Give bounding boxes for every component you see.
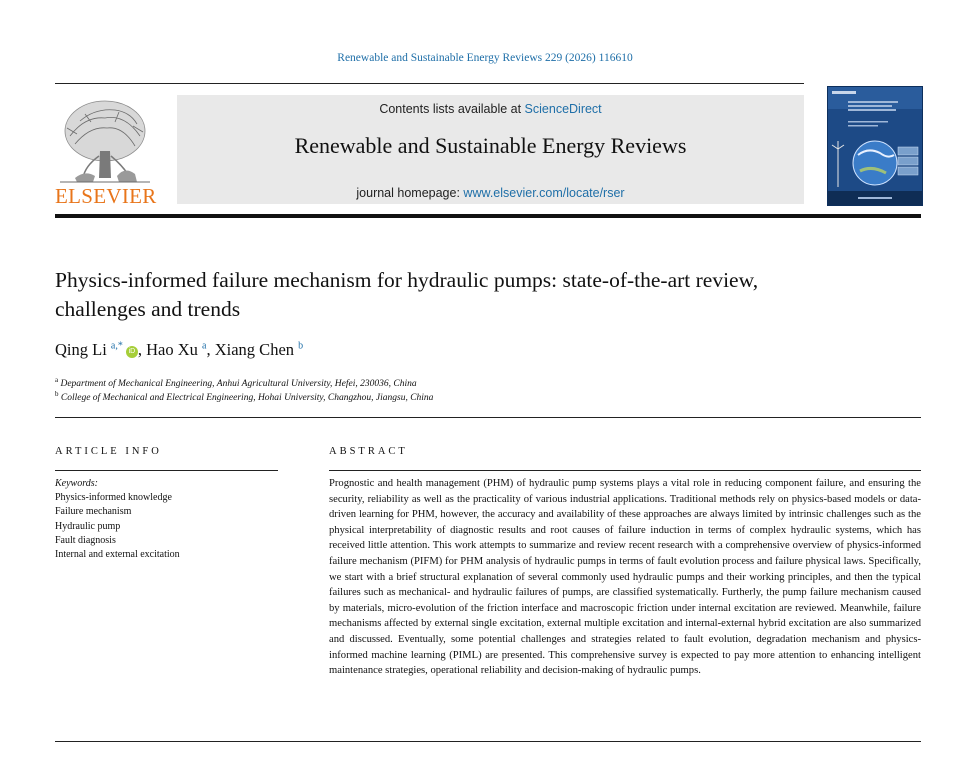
author-list (55, 340, 303, 360)
journal-title: Renewable and Sustainable Energy Reviews (294, 133, 687, 158)
abstract-text: Prognostic and health management (PHM) of hydraulic pump systems plays a vital role in reducing component failure, and ensuring the security, reliability as well as the practicality of various industrial applications. Traditional methods rely on physics-based models or data-driven learning for PHM, however, the accuracy and availability of these approaches are always limited by intrinsic challenges such as the physical interpretability of diagnostic results and root causes of failure induction in terms of complex hydraulic systems, which has received little attention. This work attempts to summarize and review recent research with a comprehensive overview of physics-informed failure mechanism (PIFM) for PHM analysis of hydraulic pumps in terms of fault evolution process and failure physical laws. Specifically, we start with a brief structural explanation of several commonly used hydraulic pumps and their working principles, and then the typical failures such as mechanical- and hydraulic failures of pumps, are classified systematically. Furtherly, the pump failure mechanism caused by materials, micro-evolution of the friction interface and macroscopic friction under internal excitation are reviewed. Meanwhile, failure mechanisms affected by external single excitation, external multiple excitation and internal-external hybrid excitation are also summarized and discussed. Eventually, some potential challenges and strategies related to fault evolution, degradation mechanism and physics-informed machine learning (PIML) are presented. This comprehensive survey is expected to pay more attention to enhancing intelligent maintenance strategies, operational reliability and decision-making of hydraulic pumps. (329, 478, 921, 677)
author-separator: , (137, 340, 147, 359)
keyword-item: Physics-informed knowledge (55, 492, 172, 504)
affiliation-b (55, 390, 433, 403)
author-affiliation-mark[interactable]: a,* (110, 340, 123, 352)
top-divider (55, 83, 804, 84)
journal-banner (177, 95, 804, 204)
author-separator: , (206, 340, 215, 359)
journal-homepage-link[interactable]: www.elsevier.com/locate/rser (463, 186, 625, 200)
affiliation-a (55, 376, 417, 389)
journal-cover-image[interactable] (827, 86, 923, 206)
contents-available-line (177, 102, 804, 116)
orcid-icon[interactable]: iD (126, 346, 138, 358)
elsevier-wordmark: ELSEVIER (55, 184, 157, 208)
keywords-label: Keywords: (55, 478, 98, 489)
contents-prefix: Contents lists available at (379, 102, 525, 116)
affiliation-text: Department of Mechanical Engineering, Anhui Agricultural University, Hefei, 230036, China (60, 379, 417, 390)
header-thick-divider (55, 214, 921, 218)
journal-homepage-line (177, 186, 804, 200)
sciencedirect-link[interactable]: ScienceDirect (524, 102, 602, 116)
keyword-item: Hydraulic pump (55, 520, 121, 532)
article-info-divider (55, 470, 278, 471)
keyword-item: Internal and external excitation (55, 549, 180, 561)
author-affiliation-mark[interactable]: a (202, 340, 207, 352)
keyword-item: Fault diagnosis (55, 534, 116, 546)
affiliation-mark: b (55, 390, 59, 398)
author-affiliation-mark[interactable]: b (298, 340, 304, 352)
author-name[interactable]: Hao Xu (146, 340, 198, 359)
section-divider (55, 417, 921, 418)
homepage-prefix: journal homepage: (356, 186, 464, 200)
journal-reference[interactable]: Renewable and Sustainable Energy Reviews 229 (2026) 116610 (337, 52, 633, 64)
author-name[interactable]: Qing Li (55, 340, 107, 359)
keywords-block (55, 477, 285, 562)
author-name[interactable]: Xiang Chen (214, 340, 295, 359)
bottom-divider (55, 741, 921, 742)
affiliation-mark: a (55, 376, 59, 384)
article-info-heading: ARTICLE INFO (55, 446, 162, 457)
abstract-heading: ABSTRACT (329, 446, 408, 457)
affiliation-text: College of Mechanical and Electrical Engineering, Hohai University, Changzhou, Jiangsu, China (60, 393, 434, 404)
keyword-item: Failure mechanism (55, 506, 132, 518)
abstract-divider (329, 470, 921, 471)
article-title: Physics-informed failure mechanism for hydraulic pumps: state-of-the-art review, challenges and trends (55, 268, 759, 321)
